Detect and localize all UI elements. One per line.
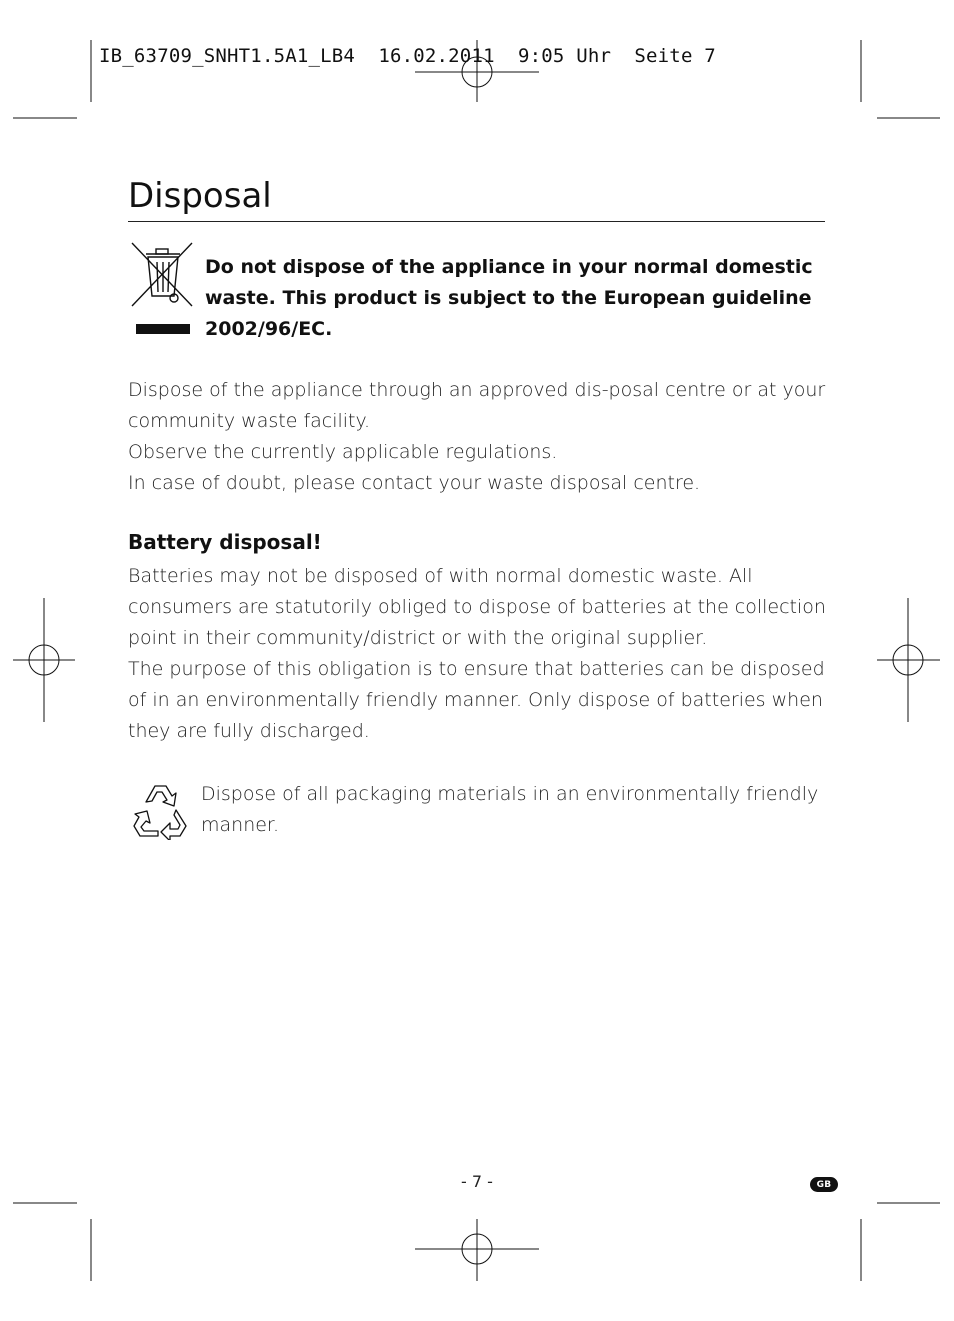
crossed-out-bin-icon <box>128 240 196 340</box>
packaging-instructions: Dispose of all packaging materials in an environmentally friendly manner. <box>201 783 819 836</box>
print-header: IB_63709_SNHT1.5A1_LB4 16.02.2011 9:05 Uhr Seite 7 <box>99 45 716 67</box>
registration-mark-icon <box>877 598 940 722</box>
paragraph: Observe the currently applicable regulations. <box>128 441 558 463</box>
battery-instructions <box>128 561 833 747</box>
paragraph: Batteries may not be disposed of with normal domestic waste. All consumers are statutorily obliged to dispose of batteries at the collection point in their community/district or with the original supplier. <box>128 565 826 649</box>
title-divider <box>128 221 825 222</box>
battery-heading: Battery disposal! <box>128 530 322 554</box>
registration-mark-icon <box>415 1219 539 1281</box>
paragraph: The purpose of this obligation is to ensure that batteries can be disposed of in an environmentally friendly manner. Only dispose of batteries when they are fully discharged. <box>128 658 825 742</box>
page-number: - 7 - <box>461 1172 493 1191</box>
recycle-icon <box>128 780 192 840</box>
paragraph: Dispose of the appliance through an approved dis-posal centre or at your community waste facility. <box>128 379 826 432</box>
page-title: Disposal <box>128 176 272 216</box>
disposal-instructions <box>128 375 828 499</box>
registration-mark-icon <box>13 598 75 722</box>
language-badge: GB <box>810 1177 838 1192</box>
paragraph: In case of doubt, please contact your waste disposal centre. <box>128 472 701 494</box>
weee-warning: Do not dispose of the appliance in your normal domestic waste. This product is subject to the European guideline 2002/96/EC. <box>205 256 813 340</box>
